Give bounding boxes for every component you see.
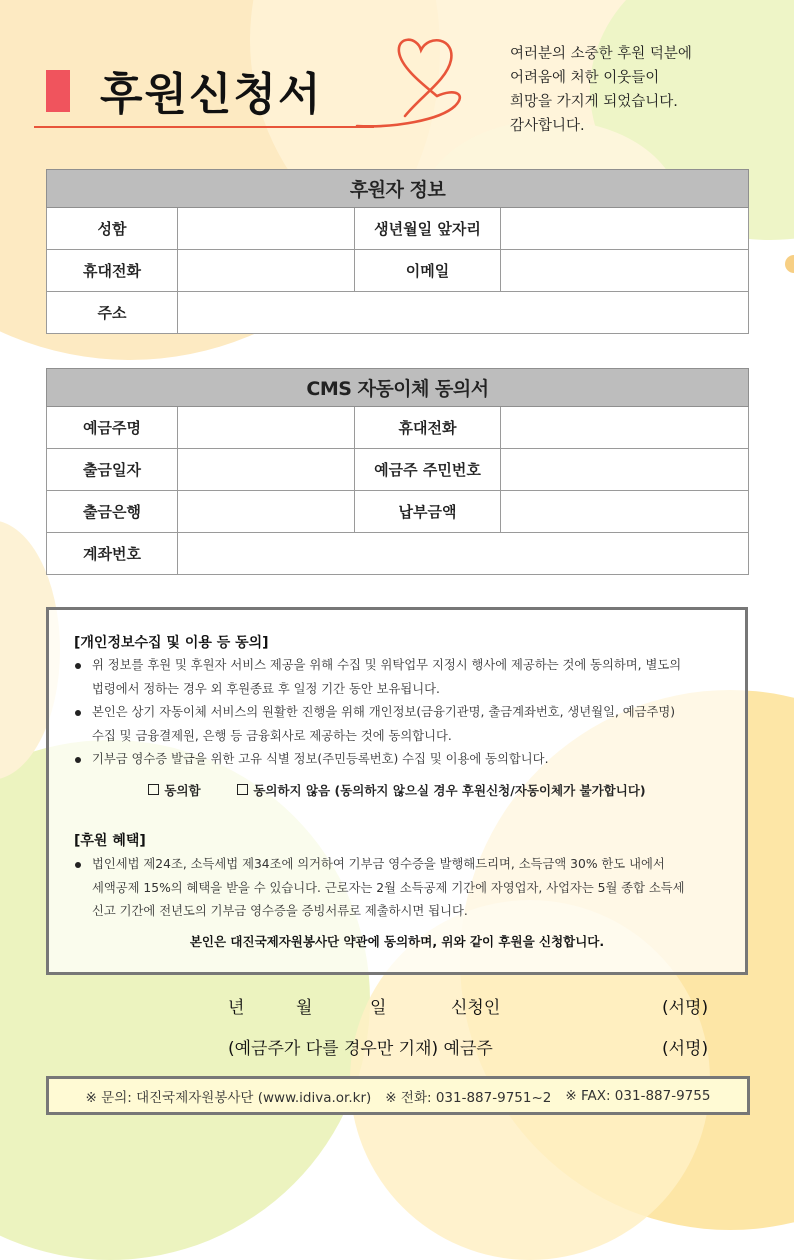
bullet-dot-icon [75, 862, 81, 868]
email-field[interactable] [501, 250, 749, 292]
intro-message [510, 42, 692, 138]
heart-icon [355, 30, 475, 130]
benefits-heading: [후원 혜택] [74, 833, 146, 849]
donor-info-heading: 후원자 정보 [47, 170, 749, 208]
bullet-dot-icon [75, 710, 81, 716]
donor-info-table [46, 169, 749, 334]
disagree-label: 동의하지 않음 (동의하지 않으실 경우 후원신청/자동이체가 불가합니다) [253, 783, 646, 798]
bullet-line: 신고 기간에 전년도의 기부금 영수증을 증빙서류로 제출하시면 됩니다. [92, 904, 468, 918]
amount-field[interactable] [501, 491, 749, 533]
intro-line: 어려움에 처한 이웃들이 [510, 70, 660, 86]
bullet-dot-icon [75, 663, 81, 669]
contact-footer [46, 1076, 750, 1115]
account-number-field[interactable] [178, 533, 749, 575]
email-label: 이메일 [355, 250, 501, 292]
cms-consent-heading: CMS 자동이체 동의서 [47, 369, 749, 407]
checkbox-icon[interactable] [237, 784, 248, 795]
page-title: 후원신청서 [100, 69, 323, 120]
year-label: 년 [228, 998, 245, 1018]
address-field[interactable] [178, 292, 749, 334]
name-label: 성함 [47, 208, 178, 250]
cms-phone-field[interactable] [501, 407, 749, 449]
holder-signature-field[interactable]: (서명) [662, 1039, 709, 1059]
closing-statement: 본인은 대진국제자원봉사단 약관에 동의하며, 위와 같이 후원을 신청합니다. [189, 934, 605, 949]
title-underline [34, 126, 374, 128]
bullet-line: 법인세법 제24조, 소득세법 제34조에 의거하여 기부금 영수증을 발행해드리며, 소득금액 30% 한도 내에서 [92, 857, 665, 871]
address-label: 주소 [47, 292, 178, 334]
fax-info: ※ FAX: 031-887-9755 [565, 1087, 711, 1104]
phone-field[interactable] [178, 250, 355, 292]
birth-label: 생년월일 앞자리 [355, 208, 501, 250]
amount-label: 납부금액 [355, 491, 501, 533]
bullet-line: 수집 및 금융결제원, 은행 등 금융회사로 제공하는 것에 동의합니다. [92, 728, 452, 743]
name-field[interactable] [178, 208, 355, 250]
benefits-bullet [75, 853, 725, 924]
birth-field[interactable] [501, 208, 749, 250]
privacy-heading: [개인정보수집 및 이용 등 동의] [74, 635, 269, 651]
bullet-line: 법령에서 정하는 경우 외 후원종료 후 일정 기간 동안 보유됩니다. [92, 681, 440, 696]
account-holder-note: (예금주가 다를 경우만 기재) 예금주 [228, 1039, 493, 1059]
bullet-line: 세액공제 15%의 혜택을 받을 수 있습니다. 근로자는 2월 소득공제 기간에 자영업자, 사업자는 5월 종합 소득세 [92, 880, 685, 895]
intro-line: 희망을 가지게 되었습니다. [510, 94, 678, 110]
title-accent-bar [46, 70, 70, 112]
phone-info: ※ 전화: 031-887-9751~2 [385, 1089, 552, 1106]
bank-field[interactable] [178, 491, 355, 533]
bullet-line: 본인은 상기 자동이체 서비스의 원활한 진행을 위해 개인정보(금융기관명, 출금계좌번호, 생년월일, 예금주명) [92, 705, 676, 719]
bullet-line: 기부금 영수증 발급을 위한 고유 식별 정보(주민등록번호) 수집 및 이용에 동의합니다. [92, 752, 549, 766]
privacy-bullet [75, 748, 725, 772]
applicant-label: 신청인 [451, 998, 501, 1018]
checkbox-icon[interactable] [148, 784, 159, 795]
withdraw-date-field[interactable] [178, 449, 355, 491]
agree-label: 동의함 [164, 783, 201, 798]
agree-option[interactable] [148, 783, 200, 798]
account-holder-field[interactable] [178, 407, 355, 449]
bank-label: 출금은행 [47, 491, 178, 533]
intro-line: 여러분의 소중한 후원 덕분에 [510, 46, 692, 62]
holder-id-label: 예금주 주민번호 [355, 449, 501, 491]
consent-options [49, 781, 745, 799]
disagree-option[interactable] [237, 783, 645, 798]
signature-field[interactable]: (서명) [662, 998, 709, 1018]
privacy-bullet [75, 654, 725, 701]
month-label: 월 [296, 998, 313, 1018]
account-number-label: 계좌번호 [47, 533, 178, 575]
privacy-bullet [75, 701, 725, 748]
cms-phone-label: 휴대전화 [355, 407, 501, 449]
account-holder-label: 예금주명 [47, 407, 178, 449]
consent-notice-box [46, 607, 748, 975]
intro-line: 감사합니다. [510, 118, 585, 134]
phone-label: 휴대전화 [47, 250, 178, 292]
day-label: 일 [370, 998, 387, 1018]
bullet-dot-icon [75, 757, 81, 763]
holder-id-field[interactable] [501, 449, 749, 491]
inquiry-info: ※ 문의: 대진국제자원봉사단 (www.idiva.or.kr) [85, 1089, 372, 1106]
withdraw-date-label: 출금일자 [47, 449, 178, 491]
bullet-line: 위 정보를 후원 및 후원자 서비스 제공을 위해 수집 및 위탁업무 지정시 행사에 제공하는 것에 동의하며, 별도의 [92, 658, 682, 672]
cms-consent-table [46, 368, 749, 575]
